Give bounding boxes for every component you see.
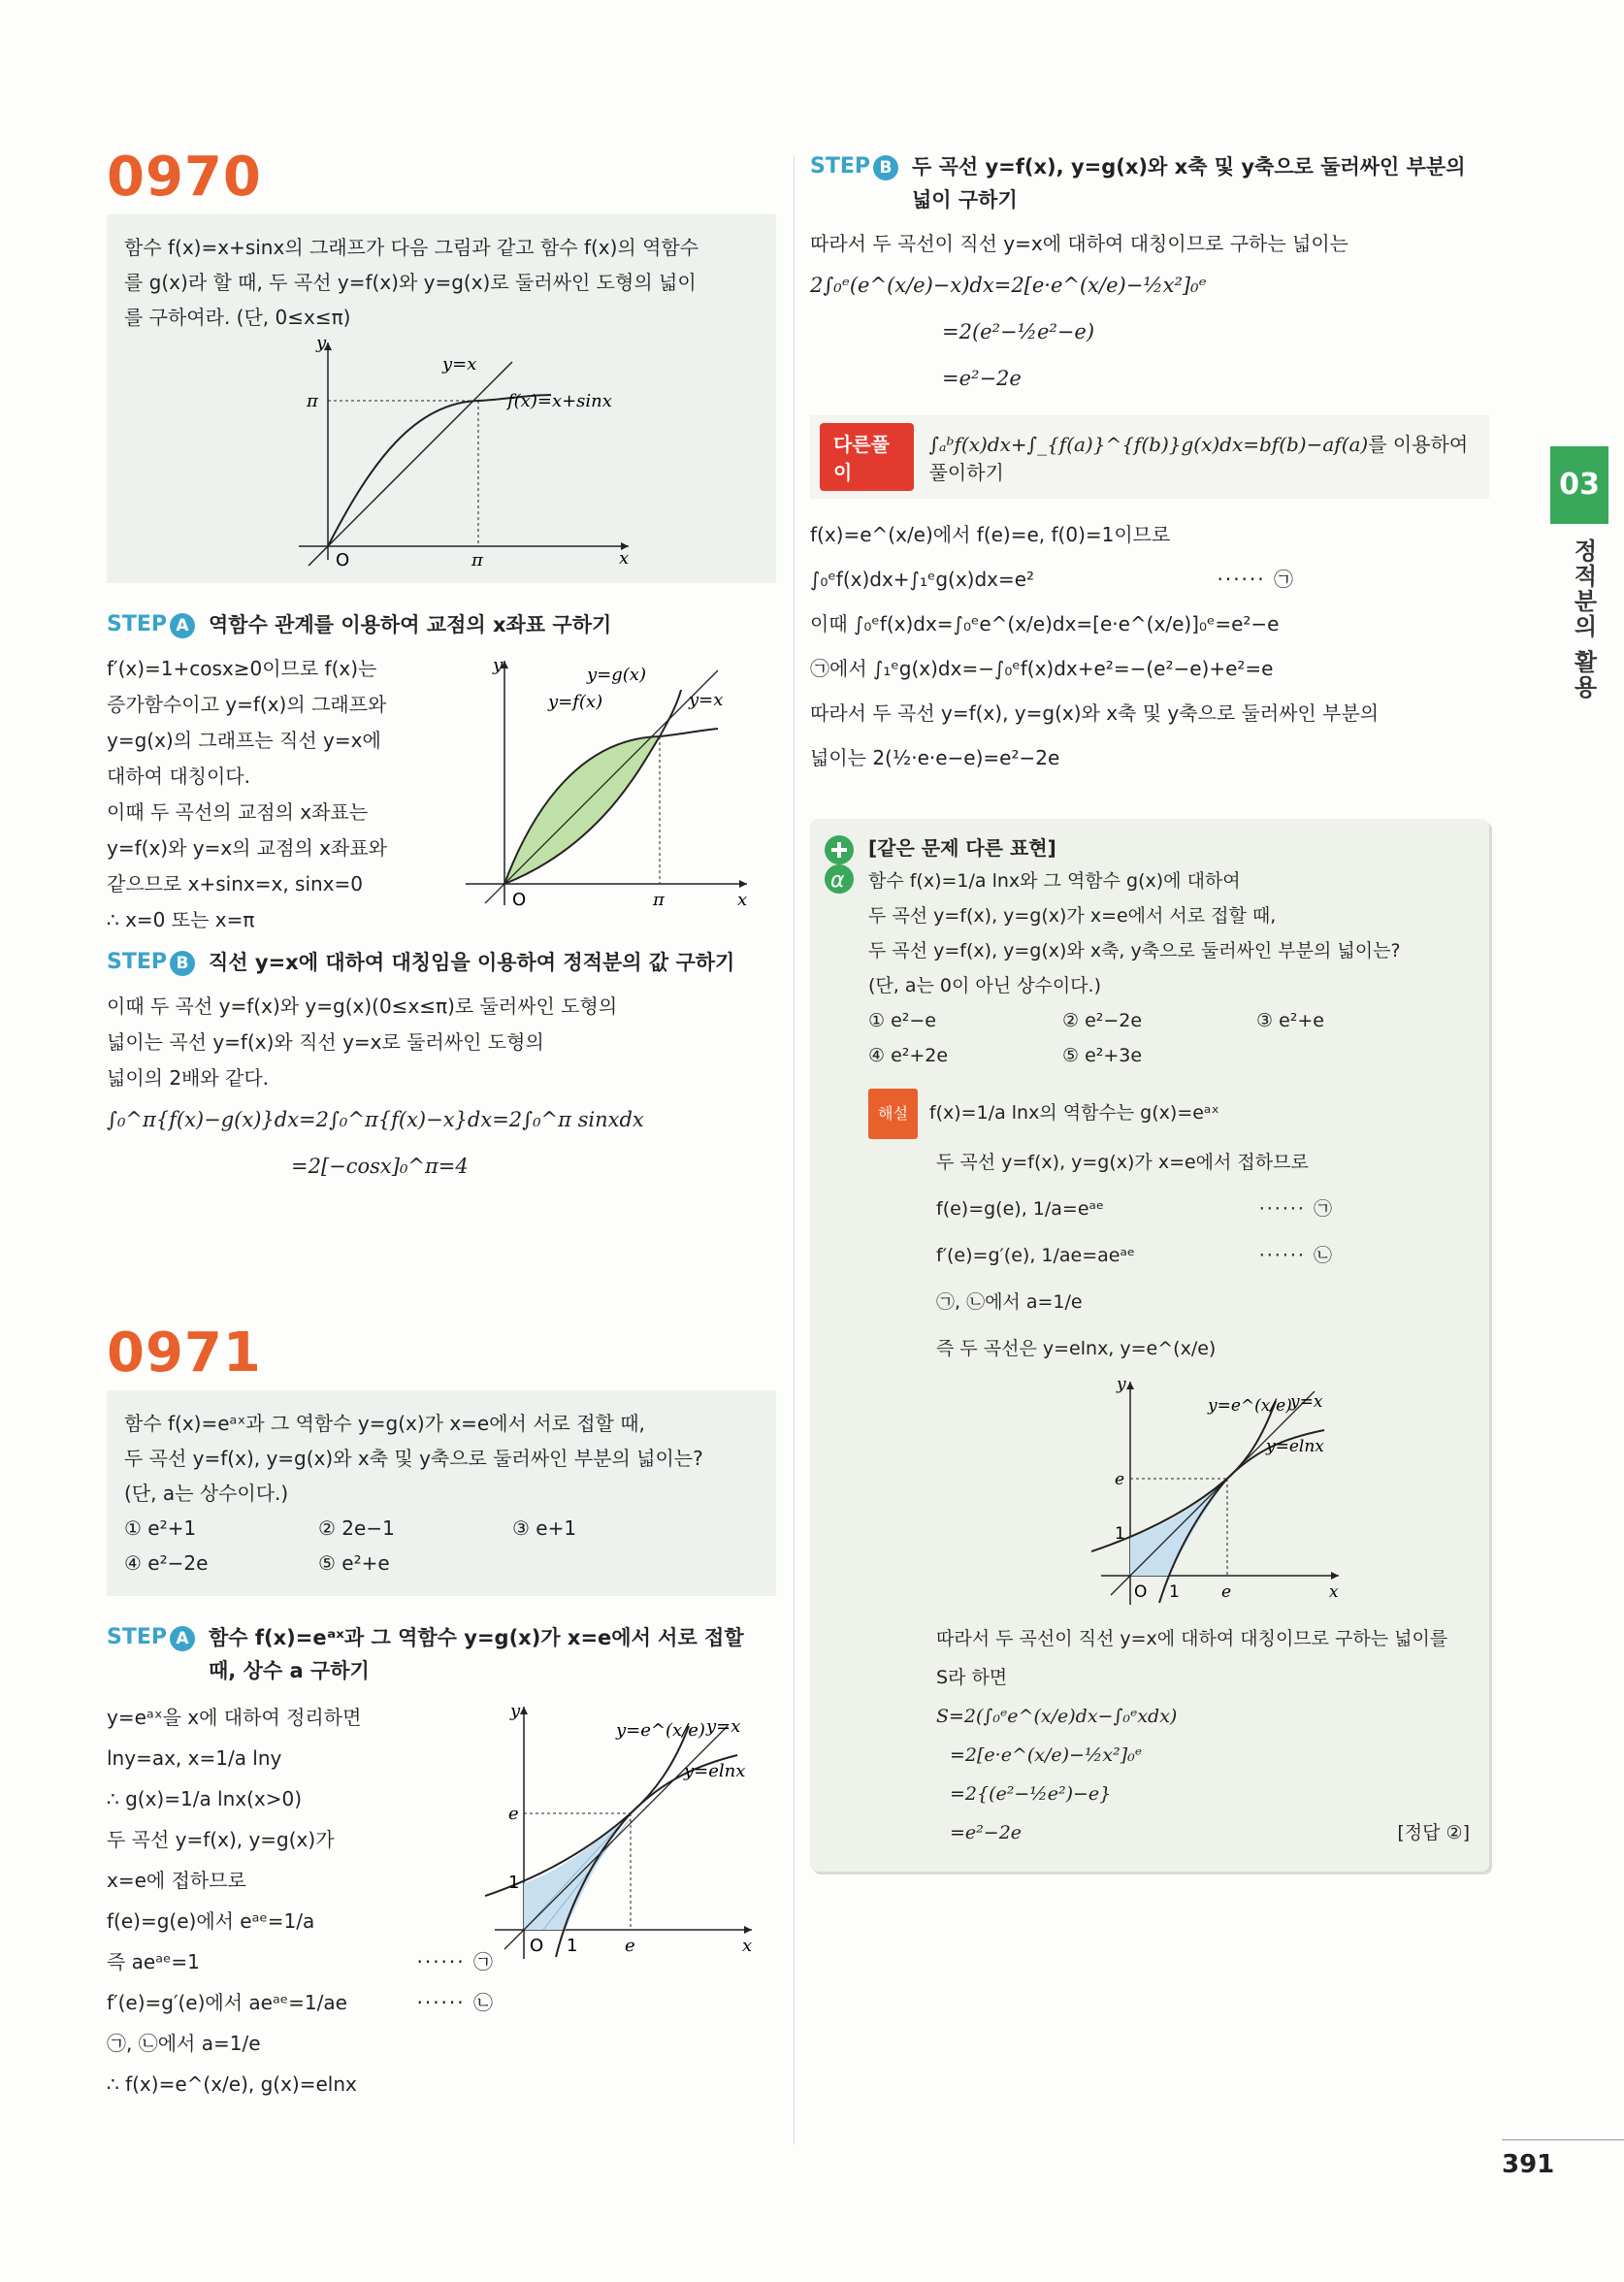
problem-0970-line2: 를 g(x)라 할 때, 두 곡선 y=f(x)와 y=g(x)로 둘러싸인 도형의 넓이 xyxy=(124,271,697,294)
left-column xyxy=(107,146,776,2104)
graph2-pi: π xyxy=(653,890,665,910)
stepA-line: 증가함수이고 y=f(x)의 그래프와 xyxy=(107,693,387,716)
graph3-one-y: 1 xyxy=(508,1873,520,1893)
graph3-y-label: y xyxy=(510,1701,521,1721)
stepB-line: 넓이는 곡선 y=f(x)와 직선 y=x로 둘러싸인 도형의 xyxy=(107,1030,544,1054)
box-sol-line: ㉠, ㉡에서 a=1/e xyxy=(936,1291,1083,1313)
box-graph-line-label: y=x xyxy=(1290,1392,1323,1412)
stepA-tag: STEP A xyxy=(107,608,195,641)
graph1-origin: O xyxy=(336,550,350,568)
p970-stepA-body xyxy=(107,651,776,938)
graph3-x-label: x xyxy=(742,1936,753,1956)
stepB-tag: STEP B xyxy=(810,150,898,183)
choice-2[interactable]: ② 2e−1 xyxy=(318,1516,395,1540)
problem-0971-line2: 두 곡선 y=f(x), y=g(x)와 x축 및 y축으로 둘러싸인 부분의 넓이는? xyxy=(124,1447,703,1470)
chapter-tab[interactable]: 03 xyxy=(1550,446,1608,524)
box-after-line: S라 하면 xyxy=(936,1667,1008,1688)
problem-0970-line3: 를 구하여라. (단, 0≤x≤π) xyxy=(124,306,351,329)
alt-line-marked: ∫₀ᵉf(x)dx+∫₁ᵉg(x)dx=e² ······ ㉠ xyxy=(810,568,1295,591)
problem-0970-box xyxy=(107,214,776,583)
page-number-rule xyxy=(1502,2139,1624,2140)
box-graph-x-label: x xyxy=(1329,1582,1339,1602)
right-stepB-eq2: =2(e²−½e²−e) xyxy=(942,320,1095,343)
graph1-pi-x: π xyxy=(471,550,483,568)
alt-solution-title: ∫ₐᵇf(x)dx+∫_{f(a)}^{f(b)}g(x)dx=bf(b)−af(a)를 이용하여 풀이하기 xyxy=(928,433,1469,484)
stepA-line: 두 곡선 y=f(x), y=g(x)가 xyxy=(107,1828,335,1851)
graph1-pi-y: π xyxy=(307,391,318,411)
box-final xyxy=(868,1619,1470,1852)
right-column xyxy=(810,150,1489,1872)
stepA-line: ∴ f(x)=e^(x/e), g(x)=elnx xyxy=(107,2072,357,2096)
box-choices xyxy=(868,1003,1470,1073)
box-graph xyxy=(1091,1372,1353,1614)
stepB-line: 넓이의 2배와 같다. xyxy=(107,1066,270,1090)
graph-fx-x-plus-sinx xyxy=(279,335,687,568)
stepB-title: 두 곡선 y=f(x), y=g(x)와 x축 및 y축으로 둘러싸인 부분의 넓이 구하기 xyxy=(912,155,1466,212)
alt-solution-tag: 다른풀이 xyxy=(820,423,914,491)
right-stepB-line: 따라서 두 곡선이 직선 y=x에 대하여 대칭이므로 구하는 넓이는 xyxy=(810,232,1348,255)
alt-line: 넓이는 2(½·e·e−e)=e²−2e xyxy=(810,746,1060,769)
box-graph-y-label: y xyxy=(1117,1375,1126,1394)
box-line: 두 곡선 y=f(x), y=g(x)가 x=e에서 서로 접할 때, xyxy=(868,905,1277,927)
graph3-e-y: e xyxy=(508,1804,519,1824)
box-after-line: 따라서 두 곡선이 직선 y=x에 대하여 대칭이므로 구하는 넓이를 xyxy=(936,1628,1448,1649)
alt-line: 이때 ∫₀ᵉf(x)dx=∫₀ᵉe^(x/e)dx=[e·e^(x/e)]₀ᵉ=e²−e xyxy=(810,612,1280,636)
graph2-origin: O xyxy=(512,890,527,910)
stepA-line: 대하여 대칭이다. xyxy=(107,765,250,788)
box-graph-g-label: y=elnx xyxy=(1266,1437,1324,1456)
alt-line: 따라서 두 곡선 y=f(x), y=g(x)와 x축 및 y축으로 둘러싸인 부분의 xyxy=(810,701,1380,725)
graph1-x-label: x xyxy=(619,548,630,568)
problem-0971-line3: (단, a는 상수이다.) xyxy=(124,1482,289,1505)
box-sol-line-marked: f′(e)=g′(e), 1/ae=aeᵃᵉ ······ ㉡ xyxy=(936,1245,1334,1266)
box-graph-e-y: e xyxy=(1115,1470,1125,1489)
problem-0971-choices xyxy=(124,1511,759,1581)
chapter-title: 정적분의 활용 xyxy=(1570,538,1597,701)
p970-stepB-eq2: =2[−cosx]₀^π=4 xyxy=(291,1155,469,1178)
column-divider xyxy=(794,155,795,2144)
box-choice-5[interactable]: ⑤ e²+3e xyxy=(1062,1045,1143,1066)
graph2-g-label: y=g(x) xyxy=(587,665,646,685)
stepA-line: lny=ax, x=1/a lny xyxy=(107,1746,282,1770)
graph2-x-label: x xyxy=(737,890,748,910)
right-stepB-eq3: =e²−2e xyxy=(942,367,1022,390)
box-line: 함수 f(x)=1/a lnx와 그 역함수 g(x)에 대하여 xyxy=(868,870,1241,892)
box-sol-line: 두 곡선 y=f(x), y=g(x)가 x=e에서 접하므로 xyxy=(936,1152,1309,1173)
stepA-line-marked: 즉 aeᵃᵉ=1 ······ ㉠ xyxy=(107,1950,495,1973)
stepA-tag: STEP A xyxy=(107,1621,195,1654)
choice-4[interactable]: ④ e²−2e xyxy=(124,1551,209,1575)
graph3-f-label: y=e^(x/e) xyxy=(616,1720,705,1741)
stepB-line: 이때 두 곡선 y=f(x)와 y=g(x)(0≤x≤π)로 둘러싸인 도형의 xyxy=(107,994,618,1018)
problem-number-0970: 0970 xyxy=(107,146,262,209)
graph3-e-x: e xyxy=(625,1936,635,1956)
graph2-f-label: y=f(x) xyxy=(548,692,603,712)
problem-0970-line1: 함수 f(x)=x+sinx의 그래프가 다음 그림과 같고 함수 f(x)의 역함수 xyxy=(124,236,699,259)
stepB-tag: STEP B xyxy=(107,946,195,979)
box-sol-line: 즉 두 곡선은 y=elnx, y=e^(x/e) xyxy=(936,1338,1217,1359)
p971-stepA-heading xyxy=(107,1621,776,1687)
box-sol-line: 해설 f(x)=1/a lnx의 역함수는 g(x)=eᵃˣ xyxy=(868,1089,1470,1139)
graph1-y-label: y xyxy=(316,335,327,353)
page-number: 391 xyxy=(1502,2150,1555,2179)
graph1-line-label: y=x xyxy=(442,354,477,375)
box-after-line: =2{(e²−½e²)−e} xyxy=(950,1783,1112,1805)
p970-stepB-text xyxy=(107,989,776,1096)
right-stepB-eq1: 2∫₀ᵉ(e^(x/e)−x)dx=2[e·e^(x/e)−½x²]₀ᵉ xyxy=(810,274,1207,297)
stepA-title: 함수 f(x)=eᵃˣ과 그 역함수 y=g(x)가 x=e에서 서로 접할 때, 상수 a 구하기 xyxy=(209,1626,744,1682)
stepA-line: ∴ x=0 또는 x=π xyxy=(107,908,255,931)
stepA-line: f′(x)=1+cosx≥0이므로 f(x)는 xyxy=(107,657,377,680)
answer-badge: [정답 ②] xyxy=(1397,1822,1470,1843)
box-choice-1[interactable]: ① e²−e xyxy=(868,1010,936,1031)
problem-0971-line1: 함수 f(x)=eᵃˣ과 그 역함수 y=g(x)가 x=e에서 서로 접할 때, xyxy=(124,1412,645,1435)
problem-0971-box xyxy=(107,1390,776,1596)
box-solution xyxy=(868,1089,1470,1372)
box-after-line: S=2(∫₀ᵉe^(x/e)dx−∫₀ᵉxdx) xyxy=(936,1706,1178,1727)
graph3-line-label: y=x xyxy=(706,1716,741,1737)
graph3-one-x: 1 xyxy=(567,1936,578,1956)
graph2-line-label: y=x xyxy=(689,690,724,710)
box-choice-4[interactable]: ④ e²+2e xyxy=(868,1045,949,1066)
same-problem-title: [같은 문제 다른 표현] xyxy=(868,836,1056,860)
box-sol-line-marked: f(e)=g(e), 1/a=eᵃᵉ ······ ㉠ xyxy=(936,1198,1334,1220)
graph3-g-label: y=elnx xyxy=(684,1761,746,1781)
graph3-origin: O xyxy=(530,1936,544,1956)
box-line: 두 곡선 y=f(x), y=g(x)와 x축, y축으로 둘러싸인 부분의 넓이는? xyxy=(868,940,1401,962)
p970-stepB-heading xyxy=(107,946,776,979)
problem-number-0971: 0971 xyxy=(107,1321,262,1385)
box-graph-origin: O xyxy=(1134,1582,1148,1602)
alt-solution-body xyxy=(810,512,1489,780)
stepA-title: 역함수 관계를 이용하여 교점의 x좌표 구하기 xyxy=(209,613,612,636)
box-graph-f-label: y=e^(x/e) xyxy=(1208,1396,1292,1416)
graph1-curve-label: f(x)=x+sinx xyxy=(507,391,612,411)
box-choice-3[interactable]: ③ e²+e xyxy=(1256,1010,1324,1031)
choice-3[interactable]: ③ e+1 xyxy=(512,1516,577,1540)
right-stepB-heading xyxy=(810,150,1489,216)
box-graph-one-x: 1 xyxy=(1169,1582,1180,1602)
box-line: (단, a는 0이 아닌 상수이다.) xyxy=(868,975,1101,996)
stepA-line-marked: f′(e)=g′(e)에서 aeᵃᵉ=1/ae ······ ㉡ xyxy=(107,1991,495,2014)
p970-stepA-heading xyxy=(107,608,776,641)
stepA-line: y=eᵃˣ을 x에 대하여 정리하면 xyxy=(107,1706,362,1729)
stepA-line: ㉠, ㉡에서 a=1/e xyxy=(107,2032,261,2055)
p970-stepB-eq1: ∫₀^π{f(x)−g(x)}dx=2∫₀^π{f(x)−x}dx=2∫₀^π sinxdx xyxy=(107,1108,644,1131)
stepA-line: x=e에 접하므로 xyxy=(107,1869,246,1892)
same-problem-box xyxy=(810,819,1489,1872)
box-graph-e-x: e xyxy=(1221,1582,1232,1602)
choice-1[interactable]: ① e²+1 xyxy=(124,1516,197,1540)
box-after-final: =e²−2e [정답 ②] xyxy=(936,1813,1470,1852)
graph-exp-ln-region xyxy=(485,1697,766,1988)
stepA-line: 같으므로 x+sinx=x, sinx=0 xyxy=(107,872,363,896)
stepA-line: f(e)=g(e)에서 eᵃᵉ=1/a xyxy=(107,1909,315,1933)
solution-tag: 해설 xyxy=(868,1089,918,1139)
graph2-y-label: y xyxy=(493,655,503,675)
box-choice-2[interactable]: ② e²−2e xyxy=(1062,1010,1143,1031)
svg-text:α: α xyxy=(830,868,845,893)
stepA-line: y=g(x)의 그래프는 직선 y=x에 xyxy=(107,729,381,752)
alt-solution-header xyxy=(810,415,1489,499)
stepA-line: ∴ g(x)=1/a lnx(x>0) xyxy=(107,1787,303,1810)
stepA-line: y=f(x)와 y=x의 교점의 x좌표와 xyxy=(107,836,387,860)
same-problem-text xyxy=(868,864,1470,1073)
alt-line: ㉠에서 ∫₁ᵉg(x)dx=−∫₀ᵉf(x)dx+e²=−(e²−e)+e²=e xyxy=(810,657,1274,680)
choice-5[interactable]: ⑤ e²+e xyxy=(318,1551,390,1575)
p971-stepA-text xyxy=(107,1697,495,2104)
p971-stepA-body xyxy=(107,1697,776,2104)
box-graph-one-y: 1 xyxy=(1115,1524,1125,1544)
box-after-line: =2[e·e^(x/e)−½x²]₀ᵉ xyxy=(950,1744,1143,1766)
plus-alpha-icon xyxy=(822,834,857,896)
stepB-title: 직선 y=x에 대하여 대칭임을 이용하여 정적분의 값 구하기 xyxy=(209,951,735,974)
alt-line: f(x)=e^(x/e)에서 f(e)=e, f(0)=1이므로 xyxy=(810,523,1171,546)
p970-stepA-text xyxy=(107,651,456,938)
stepA-line: 이때 두 곡선의 교점의 x좌표는 xyxy=(107,800,369,824)
graph-symmetric-region xyxy=(456,651,766,913)
